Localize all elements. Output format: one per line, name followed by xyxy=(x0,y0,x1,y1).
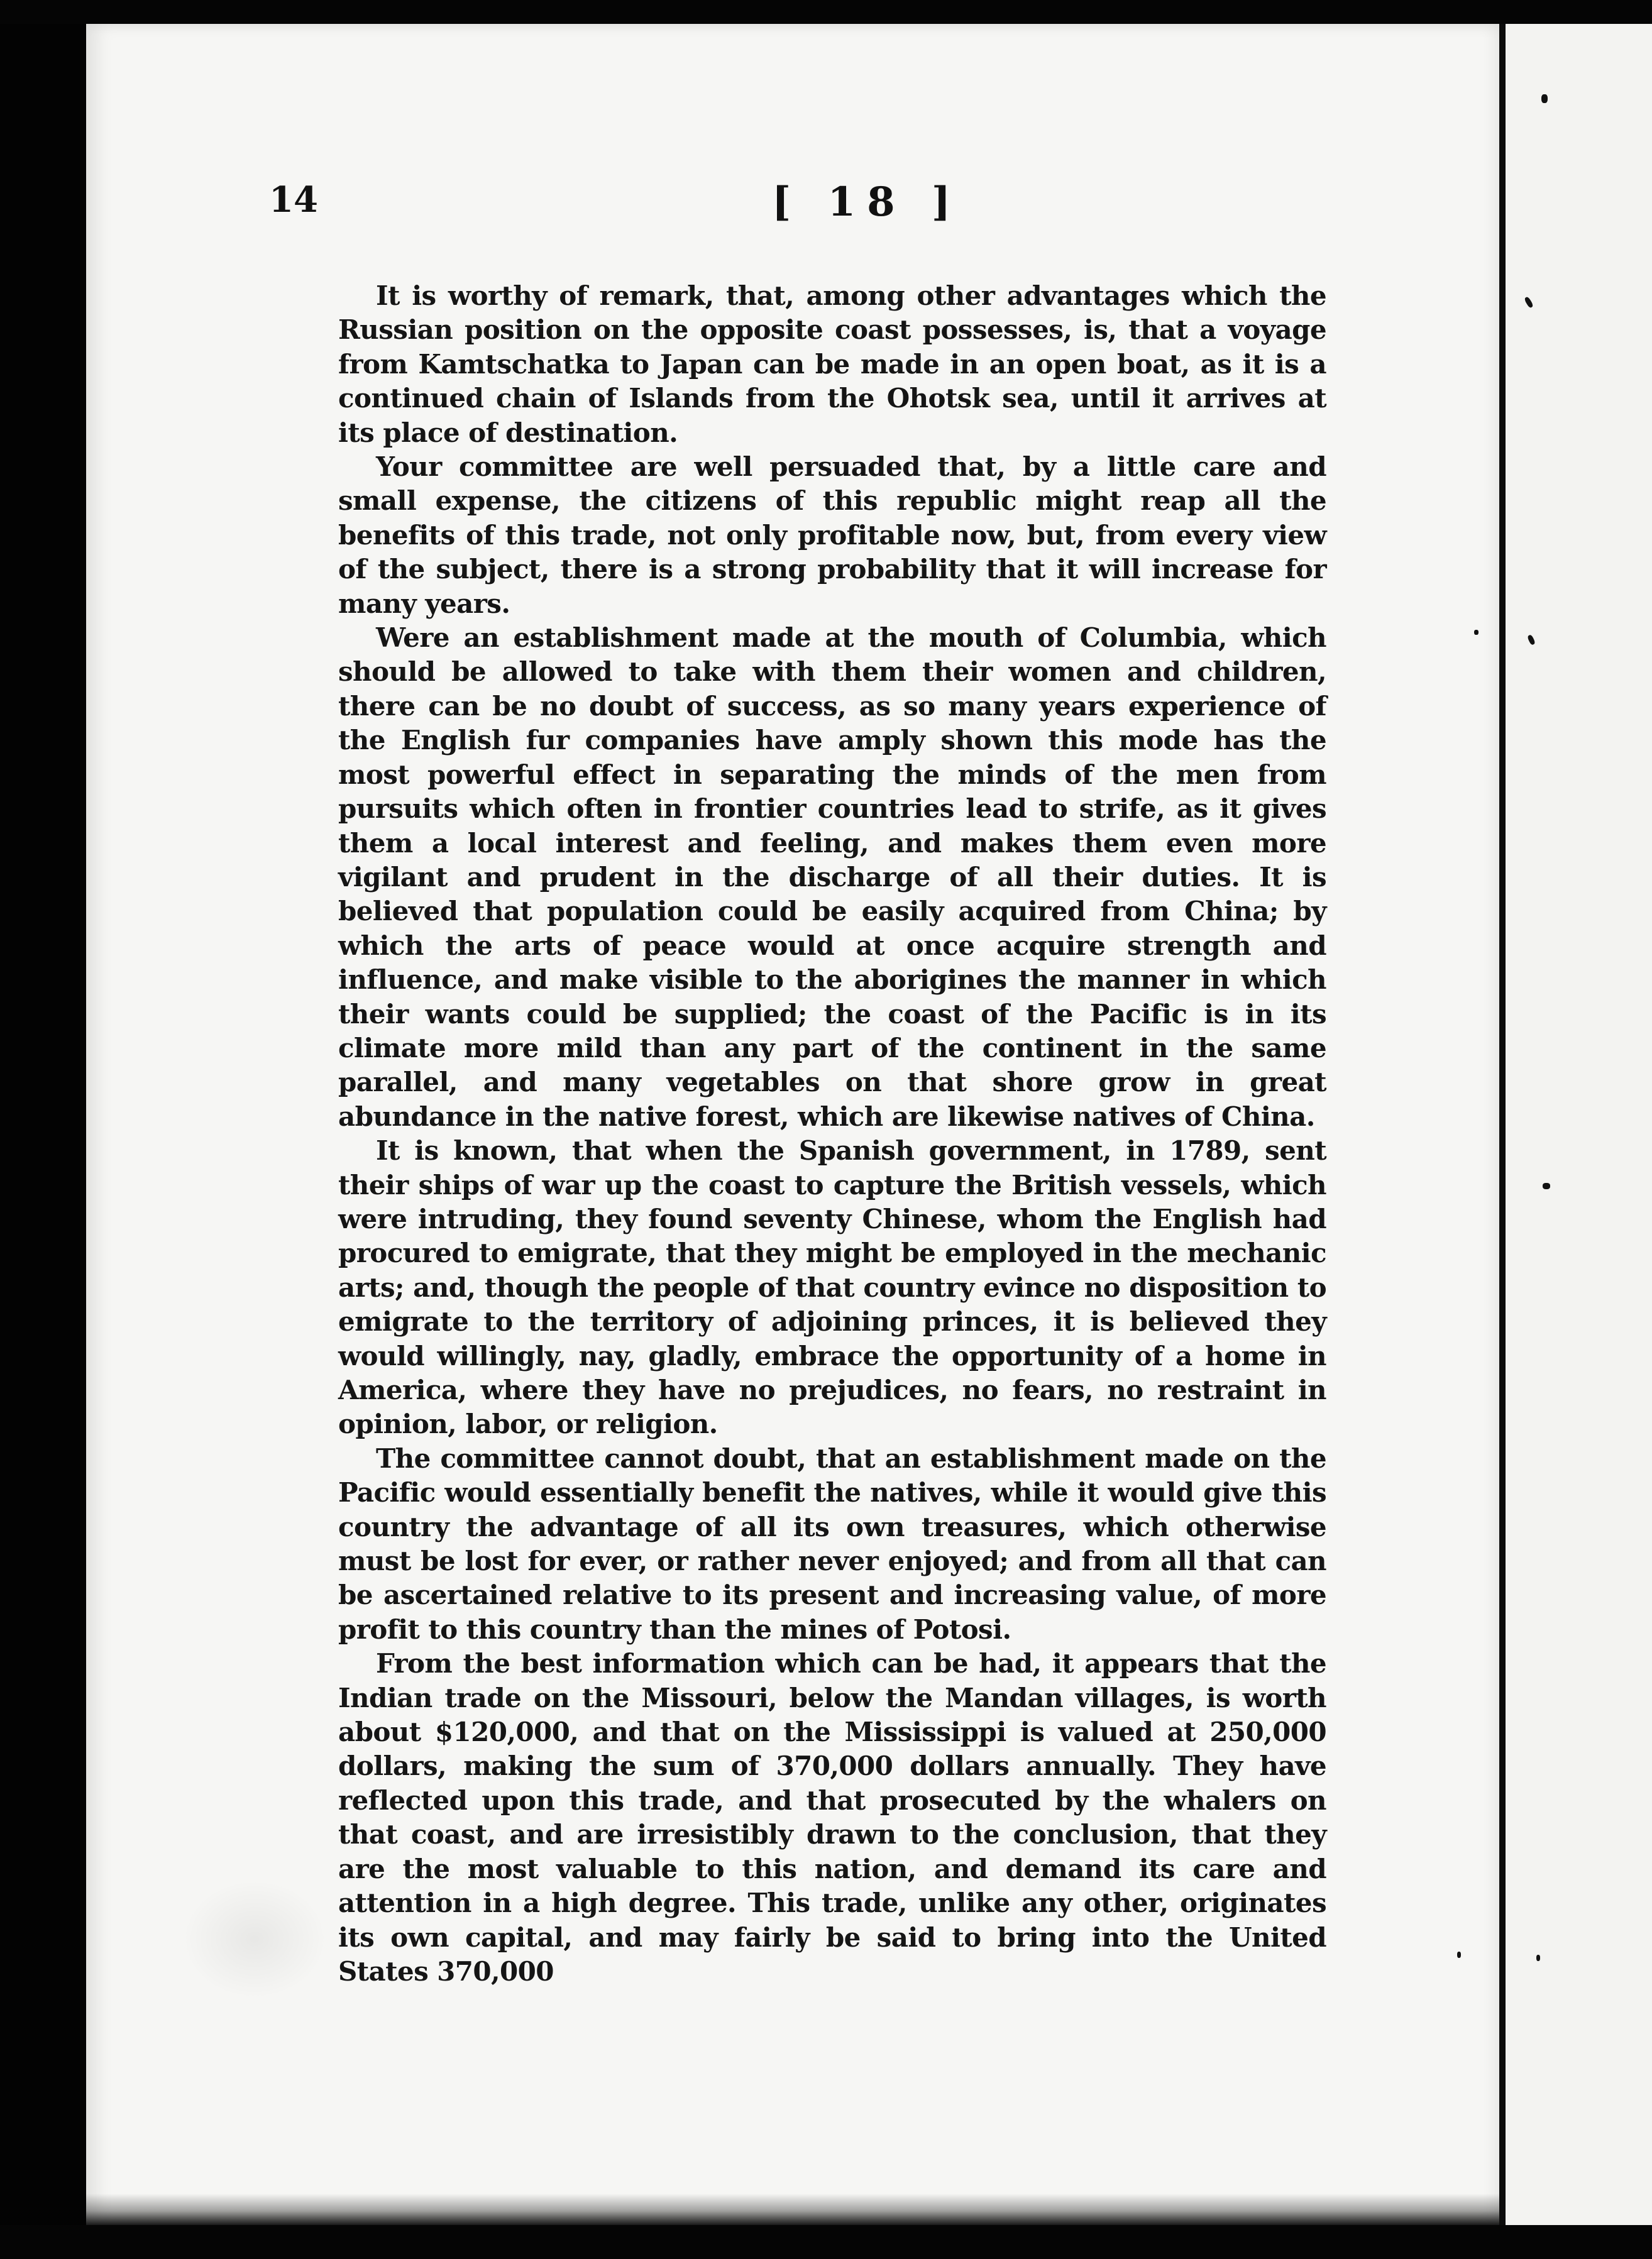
paragraph: The committee cannot doubt, that an establishment made on the Pacific would essentially benefit the natives, while it would give this country the advantage of all its own treasures, which otherwise must be lost for ever, or rather never enjoyed; and from all that can be ascertained relative to its present and increasing value, of more profit to this country than the mines of Potosi. xyxy=(338,1443,1326,1645)
paragraph: It is known, that when the Spanish government, in 1789, sent their ships of war up the coast to capture the British vessels, which were intruding, they found seventy Chinese, whom the English had procured to emigrate, that they might be employed in the mechanic arts; and, though the people of that country evince no disposition to emigrate to the territory of adjoining princes, it is believed they would willingly, nay, gladly, embrace the opportunity of a home in America, where they have no prejudices, no fears, no restraint in opinion, labor, or religion. xyxy=(338,1135,1326,1440)
paragraph: From the best information which can be had, it appears that the Indian trade on the Missouri, below the Mandan villages, is worth about $120,000, and that on the Mississippi is valued at 250,000 dollars, making the sum of 370,000 dollars annually. They have reflected upon this trade, and that prosecuted by the whalers on that coast, and are irresistibly drawn to the conclusion, that they are the most valuable to this nation, and demand its care and attention in a high degree. This trade, unlike any other, originates its own capital, and may fairly be said to bring into the United States 370,000 xyxy=(338,1648,1326,1987)
paragraph: Were an establishment made at the mouth of Columbia, which should be allowed to take with them their women and children, there can be no doubt of success, as so many years experience of the English fur companies have amply shown this mode has the most powerful effect in separating the minds of the men from pursuits which often in frontier countries lead to strife, as it gives them a local interest and feeling, and makes them even more vigilant and prudent in the discharge of all their duties. It is believed that population could be easily acquired from China; by which the arts of peace would at once acquire strength and influence, and make visible to the aborigines the manner in which their wants could be supplied; the coast of the Pacific is in its climate more mild than any part of the continent in the same parallel, and many vegetables on that shore grow in great abundance in the native forest, which are likewise natives of China. xyxy=(338,622,1326,1132)
page-gutter xyxy=(1499,24,1506,2225)
speck xyxy=(1474,630,1479,635)
paper-smudge xyxy=(182,1879,327,1999)
bracketed-page-number: [ 18 ] xyxy=(772,179,962,226)
scan-left-border xyxy=(0,0,86,2259)
scan-bottom-border xyxy=(0,2225,1652,2259)
speck xyxy=(1541,94,1548,103)
scan-top-border xyxy=(0,0,1652,24)
adjacent-page-edge xyxy=(1506,24,1652,2225)
speck xyxy=(1457,1952,1461,1958)
page-number: 14 xyxy=(269,179,318,221)
page-bottom-shadow xyxy=(86,2194,1499,2225)
document-body xyxy=(338,279,1326,1989)
paragraph: It is worthy of remark, that, among other advantages which the Russian position on the opposite coast possesses, is, that a voyage from Kamtschatka to Japan can be made in an open boat, as it is a continued chain of Islands from the Ohotsk sea, until it arrives at its place of destination. xyxy=(338,280,1326,448)
speck xyxy=(1536,1955,1540,1961)
paragraph: Your committee are well persuaded that, by a little care and small expense, the citizens of this republic might reap all the benefits of this trade, not only profitable now, but, from every view of the subject, there is a strong probability that it will increase for many years. xyxy=(338,451,1326,619)
speck xyxy=(1543,1183,1550,1189)
